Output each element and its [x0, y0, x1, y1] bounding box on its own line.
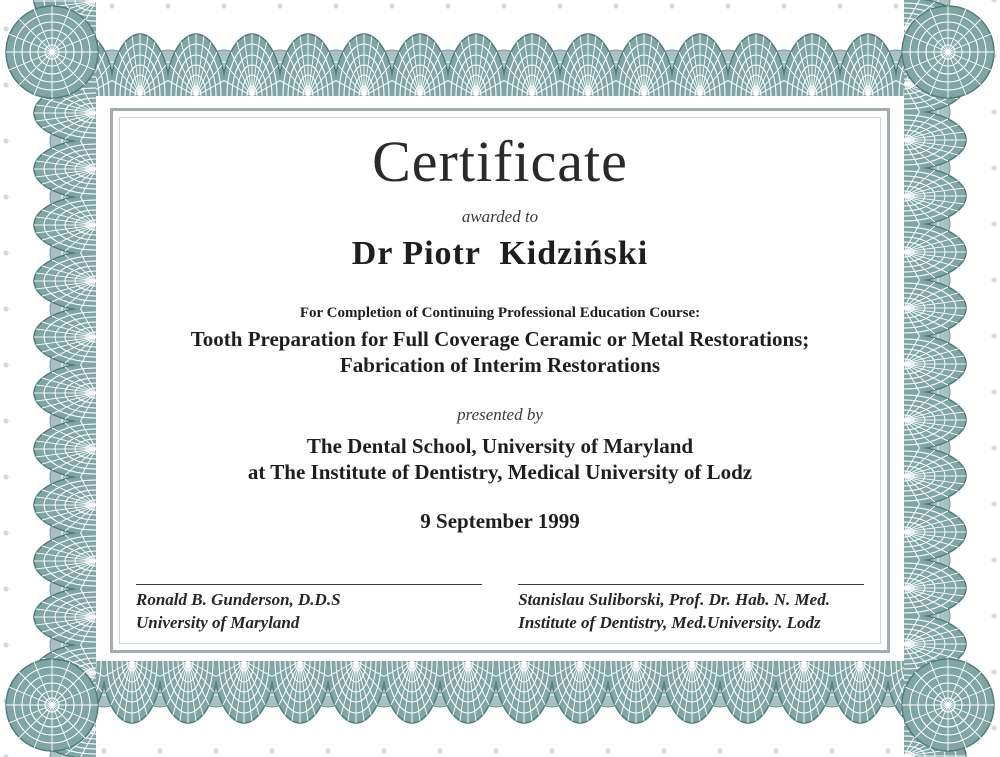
signature-right [518, 584, 864, 635]
recipient-name: Dr Piotr Kidziński [351, 235, 649, 272]
presenter-line1: The Dental School, University of Maryland [306, 433, 694, 458]
signature-left [136, 584, 482, 635]
course-title [120, 326, 880, 379]
presenter [120, 433, 880, 486]
certificate-body [119, 117, 881, 644]
course-title-line2: Fabrication of Interim Restorations [339, 353, 661, 378]
presenter-line2: at The Institute of Dentistry, Medical University of Lodz [247, 459, 753, 484]
signature-section [120, 584, 880, 635]
signature-right-affiliation: Institute of Dentistry, Med.University. Lodz [518, 612, 821, 632]
certificate-date: 9 September 1999 [420, 509, 580, 533]
certificate-title: Certificate [372, 129, 628, 194]
signature-left-name: Ronald B. Gunderson, D.D.S [136, 590, 341, 609]
signature-right-name: Stanislau Suliborski, Prof. Dr. Hab. N. Med. [518, 590, 830, 609]
certificate-frame [110, 108, 890, 653]
awarded-to-label: awarded to [461, 207, 539, 226]
signature-left-affiliation: University of Maryland [136, 612, 300, 632]
course-intro-text: For Completion of Continuing Professional Education Course: [299, 305, 701, 321]
presented-by-label: presented by [457, 404, 543, 424]
course-title-line1: Tooth Preparation for Full Coverage Ceramic or Metal Restorations; [190, 327, 810, 351]
